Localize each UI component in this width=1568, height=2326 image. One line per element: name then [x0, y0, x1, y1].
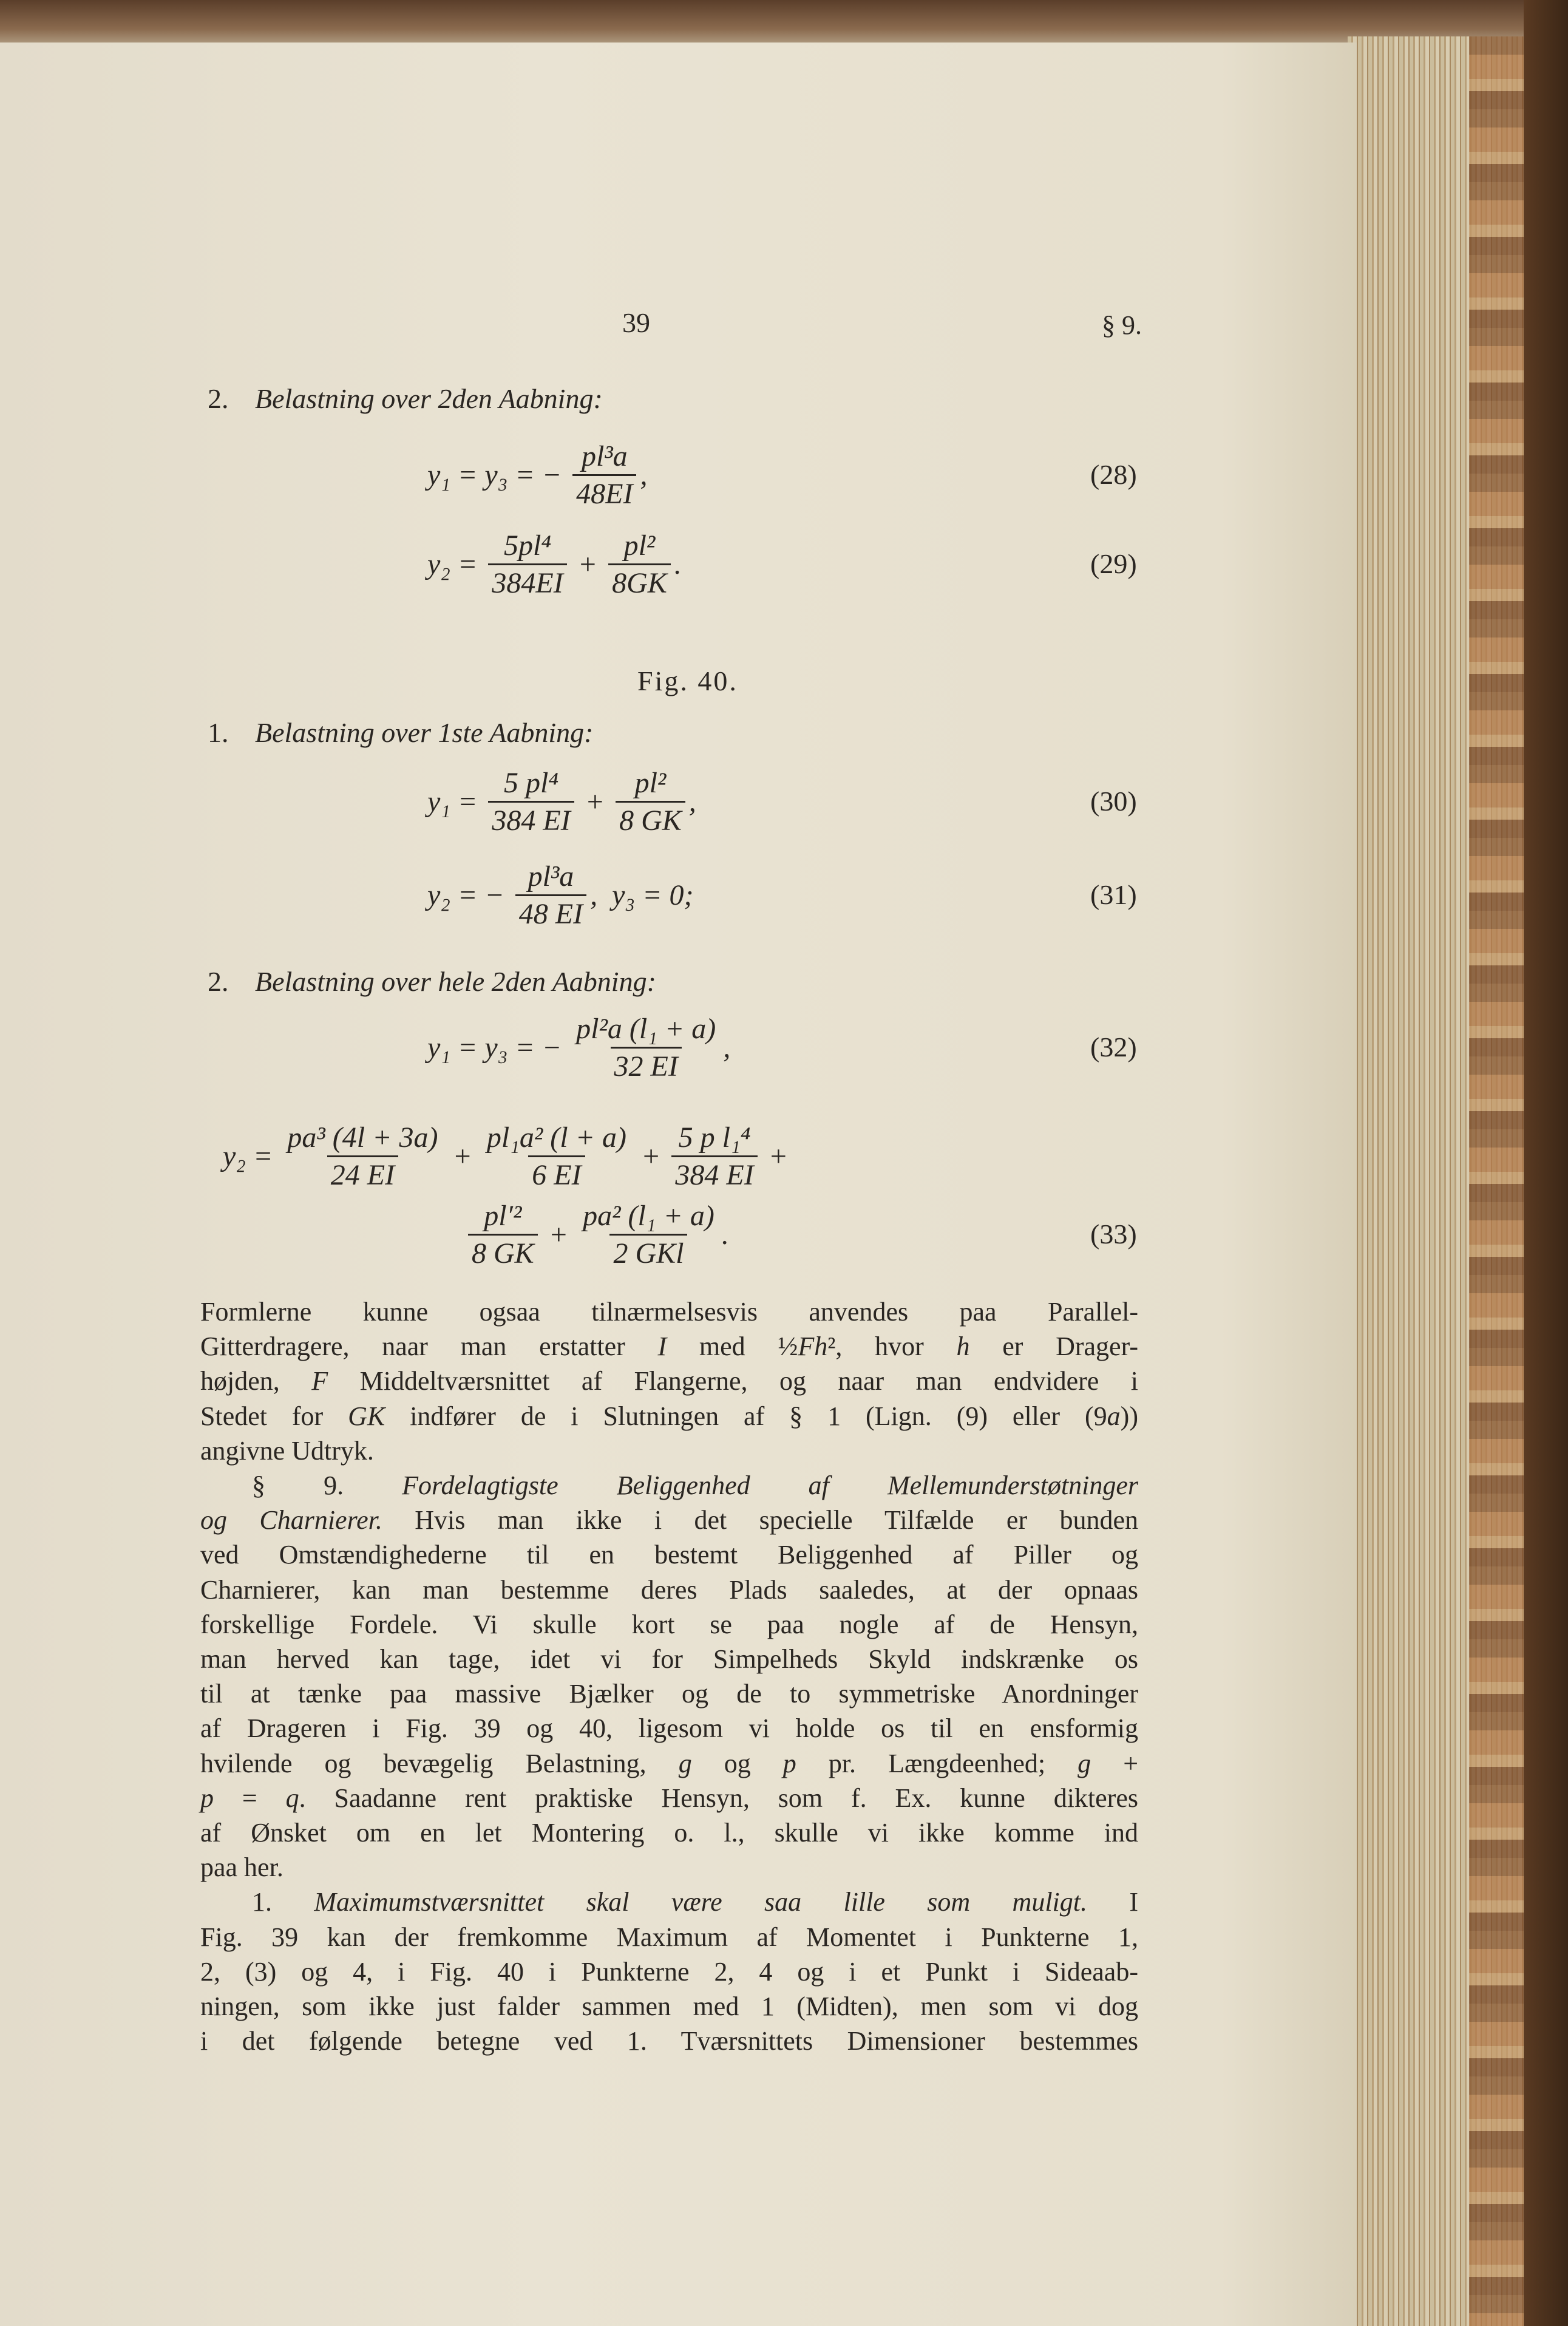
- text: indfører de i Slutningen af § 1 (Lign. (9) eller (9: [385, 1401, 1107, 1431]
- text-line: [200, 1503, 1138, 1537]
- text-line: [200, 1990, 1138, 2024]
- text: og: [691, 1748, 783, 1778]
- numerator: 5 pl⁴: [504, 766, 559, 799]
- text: Middeltværsnittet af Flangerne, og naar man endvidere i: [328, 1366, 1138, 1396]
- equation: [223, 1117, 788, 1195]
- italic-text: q: [285, 1783, 299, 1813]
- italic-text: g: [678, 1748, 692, 1778]
- denominator: 384EI: [488, 563, 566, 600]
- figure-caption: Fig. 40.: [637, 665, 738, 696]
- text-line: [200, 1330, 1138, 1364]
- text-line: [200, 1642, 1138, 1676]
- page-edges-foxing: [1469, 36, 1530, 2326]
- italic-text: g: [1078, 1748, 1091, 1778]
- fraction: [572, 1012, 719, 1083]
- text: 2, (3) og 4, i Fig. 40 i Punkterne 2, 4 og i et Punkt i Sideaab-: [200, 1956, 1138, 1987]
- text-line: [200, 1399, 1138, 1433]
- equation: [427, 762, 696, 841]
- equation-term: .: [721, 1218, 729, 1251]
- equation-number: (31): [1090, 879, 1137, 910]
- text: af Ønsket om en let Montering o. l., skulle vi ikke komme ind: [200, 1818, 1138, 1848]
- equation-term: y₁ = y₃ = −: [427, 1031, 569, 1064]
- denominator: 8 GK: [616, 801, 685, 837]
- text: af Drageren i Fig. 39 og 40, ligesom vi holde os til en ensformig: [200, 1713, 1138, 1744]
- text: angivne Udtryk.: [200, 1435, 374, 1466]
- denominator: 8GK: [608, 563, 671, 600]
- fraction: [488, 529, 566, 600]
- fraction: [468, 1199, 538, 1270]
- numerator: pl²a (l₁ + a): [576, 1012, 716, 1045]
- equation-term: y₂ = −: [427, 879, 512, 911]
- denominator: 384 EI: [488, 801, 574, 837]
- text-line: [200, 1955, 1138, 1989]
- equation-term: ,: [640, 458, 648, 491]
- italic-text: h: [956, 1331, 970, 1362]
- equation-term: y₁ =: [427, 785, 485, 818]
- text: +: [1091, 1748, 1139, 1778]
- case-number: 1.: [208, 717, 229, 748]
- italic-text: GK: [348, 1401, 385, 1431]
- italic-text: I: [657, 1331, 667, 1362]
- equation-term: .: [674, 548, 682, 580]
- book-cover-right: [1524, 0, 1568, 2326]
- italic-text: F: [311, 1366, 328, 1396]
- fraction: [572, 440, 636, 511]
- equation-term: +: [541, 1218, 576, 1251]
- equation-term: y₂ =: [427, 548, 485, 580]
- numerator: pl³a: [528, 860, 574, 893]
- italic-text: p: [782, 1748, 796, 1778]
- equation-number: (32): [1090, 1032, 1137, 1063]
- text: med ½: [667, 1331, 798, 1362]
- text: )): [1120, 1401, 1138, 1431]
- text: I: [1087, 1887, 1139, 1917]
- numerator: 5pl⁴: [504, 529, 552, 562]
- section-header: § 9.: [1102, 310, 1142, 340]
- text: paa her.: [200, 1852, 283, 1883]
- case-number: 2.: [208, 383, 229, 414]
- text-line: [200, 1816, 1138, 1850]
- text: Gitterdragere, naar man erstatter: [200, 1331, 658, 1362]
- denominator: 32 EI: [611, 1047, 682, 1083]
- italic-text: Fordelagtigste Beliggenhed af Mellemunderstøtninger: [402, 1471, 1139, 1500]
- denominator: 48 EI: [515, 894, 586, 931]
- text: man herved kan tage, idet vi for Simpelheds Skyld indskrænke os: [200, 1644, 1138, 1674]
- equation: [427, 1008, 730, 1087]
- page-number: 39: [622, 307, 650, 338]
- equation: [427, 855, 693, 934]
- denominator: 8 GK: [468, 1234, 538, 1270]
- fraction: [488, 766, 574, 837]
- case-label: Belastning over 1ste Aabning:: [255, 717, 594, 748]
- case-heading: [208, 965, 656, 998]
- equation-term: y₂ =: [223, 1140, 280, 1172]
- fraction: [671, 1121, 757, 1192]
- text: Fig. 39 kan der fremkomme Maximum af Momentet i Punkterne 1,: [200, 1922, 1138, 1952]
- text-line: [200, 1295, 1138, 1329]
- denominator: 48EI: [572, 474, 636, 511]
- numerator: pl³a: [581, 440, 628, 472]
- numerator: pa² (l₁ + a): [583, 1199, 714, 1232]
- text-line: [200, 1781, 1138, 1815]
- text: forskellige Fordele. Vi skulle kort se paa nogle af de Hensyn,: [200, 1609, 1138, 1639]
- text: Hvis man ikke i det specielle Tilfælde er bunden: [382, 1505, 1138, 1535]
- equation-term: +: [577, 785, 613, 818]
- equation-term: , y₃ = 0;: [590, 879, 694, 911]
- equation-term: +: [633, 1140, 668, 1172]
- text: hvilende og bevægelig Belastning,: [200, 1748, 679, 1778]
- denominator: 6 EI: [528, 1155, 585, 1192]
- text-line: [200, 1573, 1138, 1607]
- fraction: [608, 529, 671, 600]
- text: § 9.: [252, 1471, 402, 1500]
- text: ², hvor: [827, 1331, 957, 1362]
- text: er Drager-: [969, 1331, 1139, 1362]
- italic-text: Maximumstværsnittet skal være saa lille som muligt.: [314, 1887, 1087, 1917]
- equation-term: +: [761, 1140, 789, 1172]
- text-line: [200, 1920, 1138, 1954]
- text: Charnierer, kan man bestemme deres Plads saaledes, at der opnaas: [200, 1574, 1138, 1605]
- text: i det følgende betegne ved 1. Tværsnittets Dimensioner bestemmes: [200, 2026, 1138, 2056]
- equation-number: (28): [1090, 459, 1137, 490]
- text-line: [200, 1538, 1138, 1572]
- case-heading: [208, 716, 593, 749]
- equation-term: +: [570, 548, 605, 580]
- numerator: pl′²: [484, 1199, 522, 1232]
- equation-number: (29): [1090, 548, 1137, 579]
- text-line: [252, 1469, 1138, 1503]
- text: . Saadanne rent praktiske Hensyn, som f. Ex. kunne dikteres: [299, 1783, 1138, 1813]
- denominator: 24 EI: [327, 1155, 398, 1192]
- text-line: [200, 1608, 1138, 1642]
- fraction: [515, 860, 586, 931]
- italic-text: Fh: [798, 1331, 828, 1362]
- fraction: [483, 1121, 630, 1192]
- equation: [464, 1195, 729, 1274]
- equation: [427, 435, 647, 514]
- equation-term: y₁ = y₃ = −: [427, 458, 569, 491]
- italic-text: a: [1107, 1401, 1121, 1431]
- equation-term: +: [445, 1140, 480, 1172]
- equation-term: ,: [723, 1031, 731, 1064]
- text-line: [200, 1364, 1138, 1398]
- italic-text: og Charnierer.: [200, 1505, 382, 1535]
- text: =: [214, 1783, 286, 1813]
- equation: [427, 525, 682, 604]
- fraction: [579, 1199, 718, 1270]
- text-line: [200, 2024, 1138, 2058]
- equation-number: (30): [1090, 786, 1137, 817]
- text-line: [200, 1747, 1138, 1781]
- case-label: Belastning over hele 2den Aabning:: [255, 966, 656, 997]
- text: ved Omstændighederne til en bestemt Beliggenhed af Piller og: [200, 1540, 1138, 1570]
- numerator: pl²: [634, 766, 667, 799]
- text: højden,: [200, 1366, 312, 1396]
- numerator: pa³ (4l + 3a): [287, 1121, 438, 1154]
- book-cover-top: [0, 0, 1568, 49]
- text-line: [200, 1434, 1138, 1468]
- numerator: pl²: [623, 529, 656, 562]
- text: Formlerne kunne ogsaa tilnærmelsesvis anvendes paa Parallel-: [200, 1297, 1138, 1327]
- text-line: [200, 1677, 1138, 1711]
- text: 1.: [252, 1887, 314, 1917]
- fraction: [283, 1121, 441, 1192]
- denominator: 384 EI: [671, 1155, 757, 1192]
- numerator: pl₁a² (l + a): [486, 1121, 626, 1154]
- text-line: [252, 1885, 1138, 1919]
- text-line: [200, 1851, 1138, 1885]
- case-number: 2.: [208, 966, 229, 997]
- case-label: Belastning over 2den Aabning:: [255, 383, 603, 414]
- equation-term: ,: [688, 785, 696, 818]
- equation-number: (33): [1090, 1219, 1137, 1250]
- italic-text: p: [200, 1783, 214, 1813]
- text-line: [200, 1712, 1138, 1746]
- case-heading: [208, 383, 603, 415]
- numerator: 5 p l₁⁴: [678, 1121, 751, 1154]
- text: pr. Længdeenhed;: [796, 1748, 1078, 1778]
- text: Stedet for: [200, 1401, 348, 1431]
- text: til at tænke paa massive Bjælker og de to symmetriske Anordninger: [200, 1679, 1138, 1709]
- denominator: 2 GKl: [609, 1234, 687, 1270]
- text: ningen, som ikke just falder sammen med 1 (Midten), men som vi dog: [200, 1991, 1138, 2021]
- fraction: [616, 766, 685, 837]
